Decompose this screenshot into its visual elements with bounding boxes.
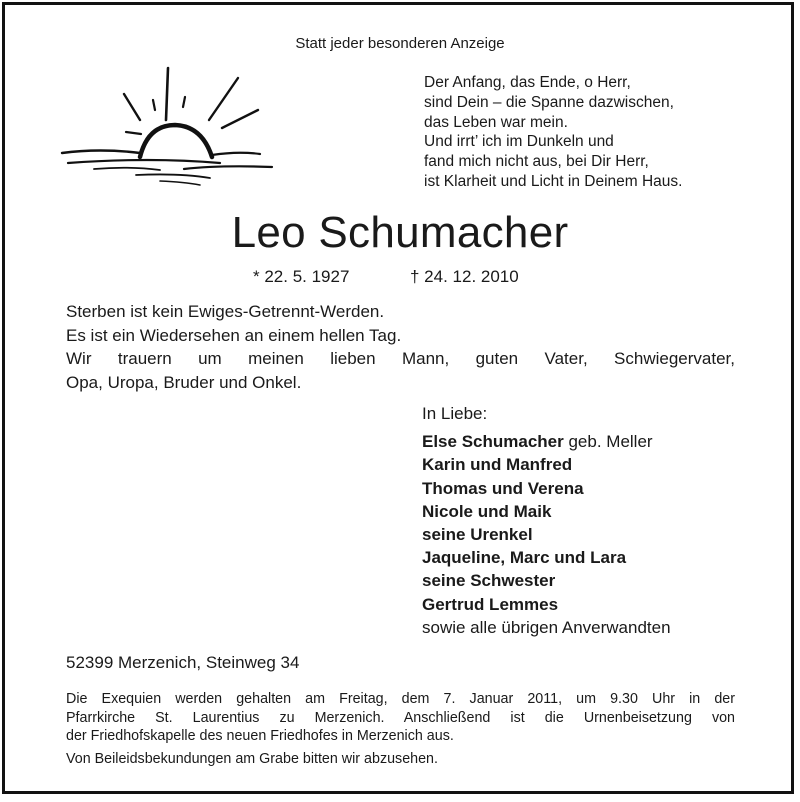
sunrise-icon xyxy=(60,62,320,192)
poem-line: ist Klarheit und Licht in Deinem Haus. xyxy=(424,172,683,190)
mourning-line: Es ist ein Wiedersehen an einem hellen Tag. xyxy=(66,325,402,345)
mourner-spouse xyxy=(422,430,671,453)
poem-line: Der Anfang, das Ende, o Herr, xyxy=(424,74,631,91)
birth-date: * 22. 5. 1927 xyxy=(253,267,350,286)
condolence-note: Von Beileidsbekundungen am Grabe bitten wir abzusehen. xyxy=(66,751,438,767)
mourning-text xyxy=(66,300,735,394)
mourners-intro: In Liebe: xyxy=(422,404,488,423)
spouse-maiden-name: geb. Meller xyxy=(563,432,653,452)
address: 52399 Merzenich, Steinweg 34 xyxy=(66,653,300,672)
poem-line: fand mich nicht aus, bei Dir Herr, xyxy=(424,153,649,171)
mourner-line: Nicole und Maik xyxy=(422,501,552,521)
poem xyxy=(424,73,682,192)
mourners-list xyxy=(422,402,671,639)
spouse-name: Else Schumacher xyxy=(422,432,564,452)
mourner-line: Gertrud Lemmes xyxy=(422,594,559,614)
header-note: Statt jeder besonderen Anzeige xyxy=(295,35,505,52)
poem-line: Und irrt’ ich im Dunkeln und xyxy=(424,133,614,151)
poem-line: das Leben war mein. xyxy=(424,113,568,131)
mourners-closing: sowie alle übrigen Anverwandten xyxy=(422,617,671,637)
mourning-line: Sterben ist kein Ewiges-Getrennt-Werden. xyxy=(66,302,385,321)
mourner-line: Jaqueline, Marc und Lara xyxy=(422,548,627,568)
death-date: † 24. 12. 2010 xyxy=(410,267,519,286)
mourning-line: Opa, Uropa, Bruder und Onkel. xyxy=(66,372,302,392)
mourning-line: Wir trauern um meinen lieben Mann, guten Vater, Schwiegervater, xyxy=(66,349,735,368)
deceased-name: Leo Schumacher xyxy=(231,208,569,257)
funeral-notice-line: Pfarrkirche St. Laurentius zu Merzenich. Anschließend ist die Urnenbeisetzung von xyxy=(66,709,735,726)
mourner-line: Thomas und Verena xyxy=(422,478,584,498)
mourner-line: Karin und Manfred xyxy=(422,455,573,475)
mourner-line: seine Schwester xyxy=(422,571,556,591)
funeral-notice xyxy=(66,690,735,746)
mourner-line: seine Urenkel xyxy=(422,525,533,545)
funeral-notice-line: der Friedhofskapelle des neuen Friedhofes in Merzenich aus. xyxy=(66,728,454,744)
poem-line: sind Dein – die Spanne dazwischen, xyxy=(424,93,674,111)
funeral-notice-line: Die Exequien werden gehalten am Freitag, dem 7. Januar 2011, um 9.30 Uhr in der xyxy=(66,691,735,707)
